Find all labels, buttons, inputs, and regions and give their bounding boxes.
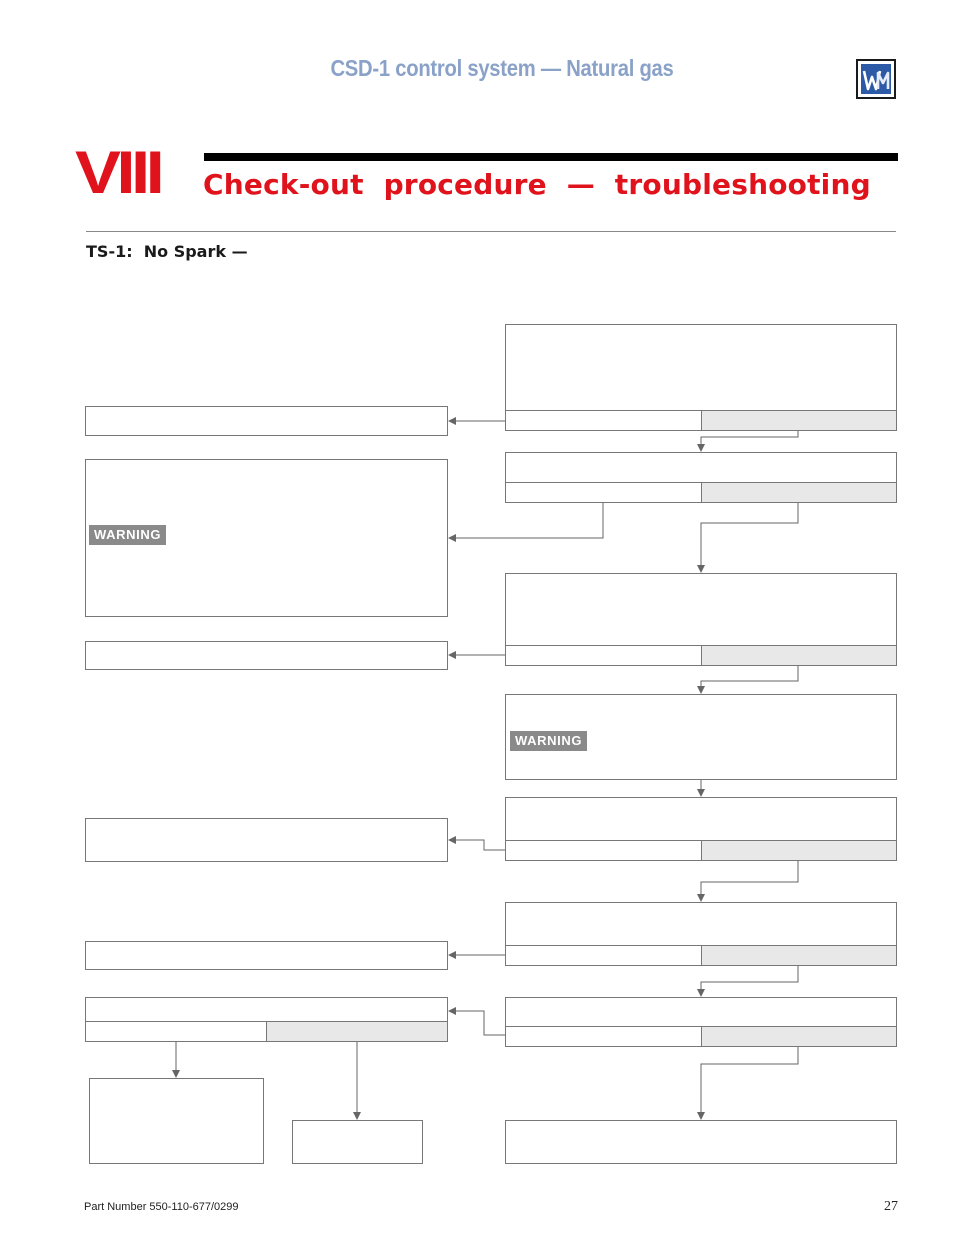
connector-step7-no bbox=[701, 1047, 798, 1119]
yes-cell bbox=[506, 646, 702, 665]
flow-step-5 bbox=[505, 797, 897, 841]
action-box-6 bbox=[85, 997, 448, 1022]
action-box-7 bbox=[89, 1078, 264, 1164]
action-box-4 bbox=[85, 818, 448, 862]
no-cell bbox=[702, 646, 897, 665]
action-box-6-yes-no bbox=[85, 1021, 448, 1042]
connector-step1-no bbox=[701, 431, 798, 451]
warning-label-right: WARNING bbox=[510, 731, 587, 751]
connector-step6-no bbox=[701, 966, 798, 996]
no-cell bbox=[702, 483, 897, 502]
connector-step3-no bbox=[701, 666, 798, 693]
flow-step-2 bbox=[505, 452, 897, 483]
weil-mclain-logo bbox=[856, 59, 896, 99]
warning-label-left: WARNING bbox=[89, 525, 166, 545]
yes-cell bbox=[506, 1027, 702, 1046]
flow-step-2-yes-no bbox=[505, 482, 897, 503]
header-title: CSD-1 control system — Natural gas bbox=[330, 55, 674, 81]
yes-cell bbox=[506, 483, 702, 502]
yes-cell bbox=[506, 411, 702, 430]
no-cell bbox=[702, 1027, 897, 1046]
action-box-8 bbox=[292, 1120, 423, 1164]
flow-step-1 bbox=[505, 324, 897, 411]
section-bar bbox=[204, 153, 898, 161]
section-divider bbox=[86, 231, 896, 232]
no-cell bbox=[702, 946, 897, 965]
connector-step7-yes bbox=[449, 1011, 505, 1035]
action-box-3 bbox=[85, 641, 448, 670]
part-number: Part Number 550-110-677/0299 bbox=[84, 1201, 239, 1213]
flow-step-1-yes-no bbox=[505, 410, 897, 431]
yes-cell bbox=[506, 841, 702, 860]
flow-step-5-yes-no bbox=[505, 840, 897, 861]
flow-step-7-yes-no bbox=[505, 1026, 897, 1047]
action-box-1 bbox=[85, 406, 448, 436]
action-box-5 bbox=[85, 941, 448, 970]
connector-step2-yes bbox=[449, 503, 603, 538]
section-title: Check-out procedure — troubleshooting bbox=[203, 168, 871, 201]
connector-step2-no bbox=[701, 503, 798, 572]
connector-step5-yes bbox=[449, 840, 505, 850]
flow-step-final bbox=[505, 1120, 897, 1164]
no-cell bbox=[702, 841, 897, 860]
troubleshooting-subheading: TS-1: No Spark — bbox=[86, 242, 248, 261]
flow-step-6 bbox=[505, 902, 897, 946]
page-number: 27 bbox=[884, 1199, 898, 1214]
yes-cell bbox=[86, 1022, 267, 1041]
section-number: VIII bbox=[75, 139, 161, 206]
no-cell bbox=[702, 411, 897, 430]
flow-step-3-yes-no bbox=[505, 645, 897, 666]
flow-step-7 bbox=[505, 997, 897, 1027]
yes-cell bbox=[506, 946, 702, 965]
flow-step-6-yes-no bbox=[505, 945, 897, 966]
connector-step5-no bbox=[701, 861, 798, 901]
flow-step-3 bbox=[505, 573, 897, 646]
no-cell bbox=[267, 1022, 447, 1041]
